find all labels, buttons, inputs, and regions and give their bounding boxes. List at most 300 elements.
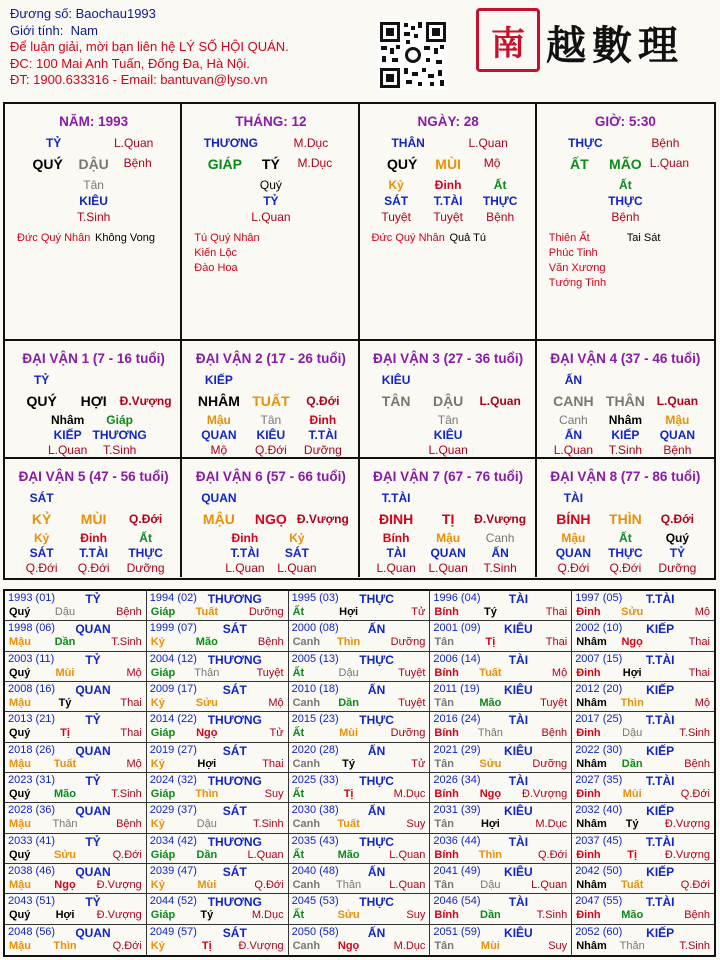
year-branch: Thìn [195,788,219,800]
year-label: 2051 (59) [433,925,481,938]
year-god: ẤN [367,865,386,879]
year-branch: Tý [342,757,356,770]
year-god: KIẾP [646,865,675,879]
year-star: Thai [688,666,710,679]
year-star: Bệnh [257,636,284,649]
dai-van-branch: TUẤT [252,393,290,409]
dai-van-star: L.Quan [656,394,699,408]
hidden-stem: Bính [382,531,410,545]
hidden-star: Bệnh [486,210,515,224]
year-stem: Đinh [576,606,601,618]
hidden-god: QUAN [430,546,466,560]
year-branch: Tị [201,939,212,952]
year-label: 2048 (56) [8,925,56,938]
year-label: 1998 (06) [8,622,56,635]
logo-seal: 南 [476,8,540,72]
year-label: 2000 (08) [291,622,339,635]
year-label: 2036 (44) [433,834,481,847]
year-branch: Dần [621,757,643,770]
year-god: TÀI [508,713,529,728]
year-god: THƯƠNG [207,895,262,910]
pillar-stem: QUÝ [32,156,63,172]
year-branch: Dần [196,848,218,861]
year-stem: Ất [292,666,305,679]
year-label: 1999 (07) [149,622,197,635]
year-label: 1997 (05) [575,592,623,604]
year-cell [572,682,714,712]
year-label: 2037 (45) [575,834,623,847]
year-label: 2027 (35) [575,774,623,786]
year-star: Mộ [126,757,142,770]
year-branch: Tị [343,788,354,800]
year-stem: Bính [434,727,459,740]
year-stem: Tân [434,879,454,891]
year-star: T.Sinh [679,939,710,952]
year-branch: Sửu [195,697,218,709]
year-god: ẤN [367,743,386,758]
hidden-star: Q.Đới [557,561,590,575]
year-stem: Canh [292,757,321,770]
special-star: Văn Xương [548,262,606,274]
year-god: QUAN [75,865,111,879]
dai-van-branch: THÌN [609,511,642,527]
year-label: 2016 (24) [433,713,481,726]
year-cell [430,894,572,924]
dai-van-branch: HỢI [80,393,107,409]
year-god: ẤN [367,804,386,819]
year-label: 2022 (30) [575,743,623,756]
year-label: 2029 (37) [149,804,197,817]
year-label: 2049 (57) [149,925,197,938]
year-branch: Mùi [622,788,642,800]
hidden-god: QUAN [555,546,592,560]
pillar-title: NGÀY: 28 [417,114,479,129]
year-stem: Canh [292,939,321,952]
year-god: KIÊU [504,925,533,940]
year-stem: Quý [9,788,31,800]
dai-van-stem: ĐINH [379,511,414,527]
dai-van-title: ĐẠI VẬN 2 (17 - 26 tuổi) [195,351,346,366]
year-label: 1994 (02) [149,592,197,604]
year-branch: Thìn [478,848,502,861]
year-branch: Thân [619,939,645,952]
year-cell [430,621,572,651]
pillar-star: L.Quan [649,156,690,170]
hidden-god: THỰC [608,546,643,560]
dai-van-stem: MẬU [202,511,235,527]
year-star: Q.Đới [112,939,142,952]
year-branch: Tị [60,727,70,740]
year-cell [572,803,714,833]
year-god: KIẾP [646,804,675,819]
hidden-stem: Đinh [309,413,337,427]
year-god: SÁT [222,683,247,697]
year-star: Thai [545,636,568,649]
year-stem: Kỷ [150,939,165,952]
year-star: L.Quan [531,879,568,891]
hidden-god: KIẾP [53,428,82,442]
year-cell [289,925,431,955]
year-star: Tuyệt [256,666,284,679]
year-label: 2011 (19) [433,683,480,695]
year-branch: Mùi [55,666,75,679]
year-branch: Ngọ [621,636,643,649]
pillar-top-star: L.Quan [468,136,508,150]
pillar-top-god: TỶ [45,136,62,150]
year-label: 2043 (51) [8,895,56,908]
hidden-star: L.Quan [376,561,416,575]
year-branch: Thìn [620,697,644,709]
year-star: Q.Đới [680,879,710,891]
year-branch: Mão [54,788,76,800]
year-branch: Sửu [337,909,360,922]
year-god: TÀI [508,895,529,910]
hidden-star: Q.Đới [609,561,642,575]
pillar-top-star: L.Quan [113,136,154,150]
hidden-stem: Mậu [436,531,461,545]
year-branch: Thân [194,666,220,679]
pillar-star: Bệnh [123,156,152,170]
year-branch: Ngọ [196,727,218,740]
year-stem: Mậu [9,879,31,891]
year-star: Thai [688,636,710,649]
year-branch: Tý [483,606,497,618]
year-cell [289,682,431,712]
hidden-god: ẤN [491,546,509,560]
hidden-god: ẤN [564,428,583,442]
year-star: Dưỡng [390,636,426,649]
year-god: KIẾP [646,622,675,637]
year-branch: Ngọ [479,788,502,800]
year-label: 1993 (01) [8,592,56,604]
year-label: 2030 (38) [291,804,339,817]
special-star: Đức Quý Nhân [17,232,91,244]
hidden-star: T.Sinh [608,443,643,457]
year-god: SÁT [222,865,247,879]
year-cell [430,864,572,894]
year-star: L.Quan [247,848,284,861]
year-stem: Mậu [9,636,31,649]
year-stem: Đinh [576,848,601,861]
year-cell [430,682,572,712]
year-star: Thai [545,606,568,618]
year-god: TỶ [85,774,101,788]
year-star: Mộ [126,666,142,679]
phone-email-line: ĐT: 1900.633316 - Email: bantuvan@lyso.vn [10,72,268,87]
year-stem: Mậu [9,697,31,709]
year-branch: Mùi [197,879,217,891]
year-god: SÁT [222,925,247,940]
year-cell [289,621,431,651]
year-star: Bệnh [116,818,142,831]
year-cell [430,591,572,621]
year-branch: Thân [477,727,503,740]
hidden-god: T.TÀI [308,428,338,442]
year-god: TỶ [85,713,101,728]
dai-van-star: Q.Đới [129,512,163,526]
year-cell [430,773,572,803]
year-god: THƯƠNG [207,592,262,606]
hidden-stem: Giáp [106,413,133,427]
hidden-star: Mộ [210,443,228,457]
dai-van-title: ĐẠI VẬN 1 (7 - 16 tuổi) [22,351,165,366]
special-star: Đào Hoa [194,262,238,274]
year-branch: Tuất [620,879,644,891]
dai-van-stem: CANH [553,393,594,409]
year-stem: Ất [292,848,305,861]
year-stem: Đinh [576,727,601,740]
year-cell [5,712,147,742]
year-branch: Dậu [622,727,643,740]
year-star: M.Dục [251,909,284,922]
year-star: Đ.Vượng [96,909,142,922]
year-god: TỶ [85,895,101,910]
year-label: 2050 (58) [291,925,339,938]
year-label: 2001 (09) [433,622,481,635]
year-stem: Nhâm [576,636,607,649]
year-cell [5,894,147,924]
year-cell [430,834,572,864]
hidden-stem: Quý [665,531,690,545]
year-god: QUAN [75,683,111,697]
dai-van-star: Đ.Vượng [296,512,349,526]
hidden-stem: Kỷ [289,531,305,545]
pillar-top-god: THƯƠNG [203,136,258,150]
year-branch: Dậu [196,818,217,831]
special-star: Tú Quý Nhân [194,232,260,244]
dai-van-god: TỶ [33,373,50,387]
year-stem: Nhâm [576,818,607,831]
year-cell [572,652,714,682]
year-stem: Nhâm [576,939,607,952]
special-star: Đức Quý Nhân [371,232,445,244]
year-branch: Mùi [339,727,359,740]
year-stem: Quý [9,666,31,679]
pillar-cell [182,104,359,341]
year-stem: Mậu [9,757,31,770]
hidden-star: L.Quan [428,443,468,457]
hidden-star: L.Quan [225,561,265,575]
year-label: 2007 (15) [575,652,623,665]
year-label: 2017 (25) [575,713,623,726]
year-label: 2020 (28) [291,743,339,756]
hidden-star: T.Sinh [76,210,111,224]
year-god: QUAN [75,622,111,637]
year-branch: Dần [480,909,501,922]
year-god: THƯƠNG [207,774,262,788]
year-cell [289,773,431,803]
hidden-god: TỶ [263,194,279,208]
hidden-star: Q.Đới [77,561,110,575]
year-label: 2031 (39) [433,804,481,817]
year-cell [147,803,289,833]
year-branch: Mão [621,909,644,922]
year-label: 2009 (17) [149,683,197,695]
hidden-star: Dưỡng [126,561,165,575]
year-label: 2006 (14) [433,652,481,665]
dai-van-star: Q.Đới [306,394,340,408]
pillar-title: NĂM: 1993 [59,114,129,129]
year-stem: Đinh [576,909,601,922]
year-stem: Nhâm [576,697,607,709]
year-cell [572,621,714,651]
year-god: ẤN [367,925,386,940]
hidden-star: Q.Đới [254,443,287,457]
year-star: Tử [269,727,284,740]
year-cell [430,925,572,955]
contact-line: Để luận giải, mời bạn liên hệ LÝ SỐ HỘI QUÁN. [10,39,289,54]
year-star: M.Dục [393,939,426,952]
hidden-god: KIÊU [256,428,286,442]
hidden-god: QUAN [659,428,696,442]
year-branch: Mão [195,636,218,649]
year-cell [289,894,431,924]
pillar-top-god: THỰC [568,136,603,150]
pillar-stem: ẤT [570,156,589,172]
year-cell [147,712,289,742]
year-stem: Tân [434,697,454,709]
year-branch: Hợi [339,606,359,618]
year-branch: Sửu [53,848,77,861]
hidden-star: Bệnh [663,443,692,457]
year-stem: Kỷ [150,879,165,891]
year-cell [430,803,572,833]
year-star: Đ.Vượng [664,818,710,831]
year-star: Dưỡng [532,757,568,770]
year-god: KIẾP [646,743,675,758]
year-branch: Mùi [480,939,500,952]
logo [476,8,716,74]
year-stem: Tân [434,636,454,649]
dai-van-god: TÀI [563,491,584,505]
year-branch: Tị [627,848,638,861]
year-star: Bệnh [541,727,568,740]
dai-van-cell [537,341,714,459]
year-stem: Tân [434,757,454,770]
year-star: Q.Đới [680,788,710,800]
dai-van-god: ẤN [564,373,583,387]
hidden-stem: Mậu [665,413,690,427]
dai-van-branch: TỊ [441,511,455,527]
dai-van-cell [5,459,182,577]
year-star: T.Sinh [536,909,568,922]
year-cell [147,834,289,864]
hidden-god: QUAN [201,428,237,442]
year-label: 2045 (53) [291,895,339,908]
pillar-branch: MÙI [435,156,461,172]
special-star: Tai Sát [626,232,661,244]
hidden-star: T.Sinh [102,443,137,457]
year-star: Mộ [694,606,710,618]
year-cell [147,652,289,682]
year-label: 2026 (34) [433,774,481,786]
year-label: 2003 (11) [8,652,55,665]
hidden-god: THỰC [128,546,163,560]
hidden-god: THỰC [482,194,518,208]
dai-van-star: Đ.Vượng [474,512,527,526]
year-cell [289,864,431,894]
year-label: 2014 (22) [149,713,197,726]
year-star: M.Dục [535,818,568,831]
year-stem: Quý [9,909,31,922]
year-star: Suy [406,909,426,922]
year-cell [572,864,714,894]
year-label: 2039 (47) [149,865,197,877]
year-stem: Giáp [150,606,176,618]
year-star: Thai [262,757,284,770]
hidden-stem: Tân [437,413,459,427]
year-star: Bệnh [684,757,710,770]
pillar-branch: DẬU [78,156,109,172]
year-god: TỶ [85,592,101,606]
year-god: TÀI [508,652,529,667]
hidden-stem: Ất [619,178,632,192]
year-cell [5,864,147,894]
special-star: Tướng Tinh [548,277,607,289]
year-god: T.TÀI [645,774,675,788]
year-cell [430,712,572,742]
hidden-star: T.Sinh [483,561,517,575]
hidden-star: L.Quan [47,443,88,457]
year-god: THƯƠNG [207,652,262,667]
year-branch: Tý [200,909,214,922]
dai-van-star: Q.Đới [660,512,694,526]
year-branch: Tý [58,697,72,709]
year-stem: Ất [292,606,305,618]
year-star: Đ.Vượng [238,939,284,952]
year-god: TÀI [508,774,529,788]
year-branch: Tị [485,636,496,649]
year-branch: Hợi [480,818,500,831]
hidden-star: Q.Đới [25,561,58,575]
year-branch: Dậu [338,666,359,679]
hidden-star: Tuyệt [381,210,411,224]
hidden-stem: Mậu [561,531,586,545]
year-label: 2038 (46) [8,865,56,877]
hidden-god: TÀI [386,546,406,560]
hidden-stem: Đinh [80,531,107,545]
year-branch: Tuất [479,666,502,679]
dai-van-branch: MÙI [80,511,107,527]
year-star: T.Sinh [111,636,142,649]
dai-van-stem: NHÂM [197,393,240,409]
year-cell [430,652,572,682]
hidden-god: THƯƠNG [92,428,147,442]
dai-van-cell [182,459,359,577]
year-cell [572,773,714,803]
year-branch: Dậu [480,879,501,891]
year-star: Tuyệt [398,666,426,679]
dai-van-title: ĐẠI VẬN 5 (47 - 56 tuổi) [18,469,169,484]
year-god: T.TÀI [645,592,675,606]
year-label: 2018 (26) [8,743,56,756]
dai-van-god: T.TÀI [381,491,411,505]
year-stem: Canh [292,636,321,649]
year-star: Tuyệt [540,697,568,709]
dai-van-cell [5,341,182,459]
hidden-stem: Đinh [231,531,259,545]
year-branch: Ngọ [54,879,76,891]
year-god: SÁT [222,622,247,637]
year-label: 2047 (55) [575,895,623,908]
year-stem: Tân [434,818,454,831]
year-star: Suy [264,788,284,800]
dai-van-title: ĐẠI VẬN 4 (37 - 46 tuổi) [550,351,701,366]
hidden-stem: Quý [259,178,282,192]
year-cell [289,834,431,864]
hidden-stem: Canh [485,531,515,545]
year-god: KIẾP [646,683,675,697]
